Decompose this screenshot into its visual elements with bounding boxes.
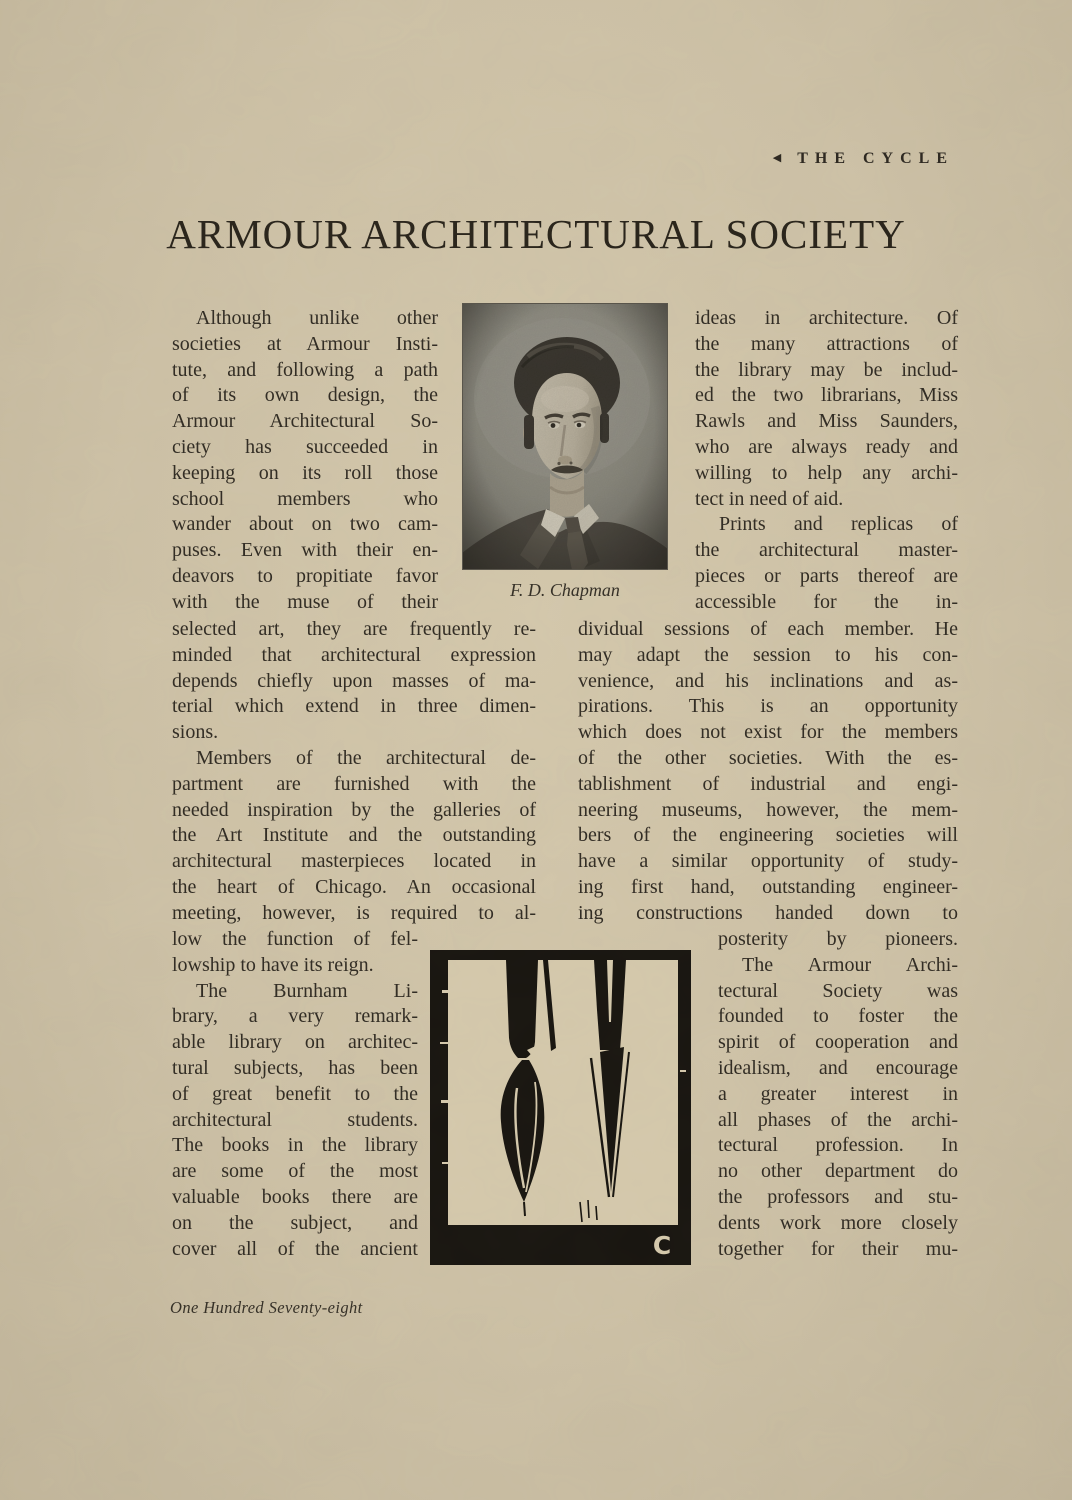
article-text-left-bottom — [172, 927, 418, 1262]
text-line: tute, and following a path — [172, 358, 438, 381]
text-line: dents work more closely — [718, 1211, 958, 1234]
text-line: Although unlike other — [196, 307, 438, 329]
text-line: the Art Institute and the outstanding — [172, 824, 536, 847]
text-line: with the muse of their — [172, 590, 438, 613]
text-line: tectural Society was — [718, 979, 958, 1002]
paragraph — [695, 512, 958, 615]
text-line: minded that architectural expression — [172, 643, 536, 666]
artist-signature: C — [652, 1231, 672, 1260]
text-line: Prints and replicas of — [719, 513, 958, 536]
text-line: on the subject, and — [172, 1211, 418, 1234]
text-line: of its own design, the — [172, 384, 438, 407]
text-line: depends chiefly upon masses of ma- — [172, 669, 536, 692]
text-line: Armour Architectural So- — [172, 410, 438, 433]
paragraph — [695, 306, 958, 512]
text-line: terial which extend in three dimen- — [172, 695, 536, 718]
text-line: needed inspiration by the galleries of — [172, 798, 536, 821]
text-line: puses. Even with their en- — [172, 539, 438, 562]
text-line: The books in the library — [172, 1134, 418, 1157]
text-line: sions. — [172, 721, 219, 744]
text-line: pieces or parts thereof are — [695, 564, 958, 587]
text-line: valuable books there are — [172, 1185, 418, 1208]
text-line: The Armour Archi- — [742, 953, 958, 976]
paragraph — [172, 617, 536, 746]
paragraph — [718, 927, 958, 953]
text-line: founded to foster the — [718, 1005, 958, 1028]
text-line: no other department do — [718, 1160, 958, 1183]
woodcut-illustration-image — [430, 950, 691, 1265]
article-text-right-bottom — [718, 927, 958, 1262]
paragraph — [172, 306, 438, 616]
article-text-right-top — [695, 306, 958, 616]
text-line: lowship to have its reign. — [172, 953, 374, 976]
text-line: a greater interest in — [718, 1082, 958, 1105]
text-line: venience, and his inclinations and as- — [578, 669, 958, 692]
text-line: of the other societies. With the es- — [578, 746, 958, 769]
text-line: have a similar opportunity of study- — [578, 850, 958, 873]
page-title: ARMOUR ARCHITECTURAL SOCIETY — [166, 211, 906, 257]
text-line: the many attractions of — [695, 332, 958, 355]
text-line: societies at Armour Insti- — [172, 332, 438, 355]
text-line: who are always ready and — [695, 435, 958, 458]
text-line: architectural students. — [172, 1108, 418, 1131]
article-text-right-middle — [578, 617, 958, 927]
text-line: accessible for the in- — [695, 590, 958, 613]
paragraph — [172, 927, 418, 979]
left-arrow-marker-icon: ◀ — [772, 152, 782, 164]
text-line: cover all of the ancient — [172, 1237, 418, 1260]
text-line: together for their mu- — [718, 1237, 958, 1260]
photo-caption: F. D. Chapman — [510, 580, 620, 600]
text-line: bers of the engineering societies will — [578, 824, 958, 847]
portrait-photo-image — [462, 303, 668, 570]
text-line: ing first hand, outstanding engineer- — [578, 875, 958, 898]
paragraph — [172, 979, 418, 1263]
text-line: ideas in architecture. Of — [695, 307, 958, 329]
text-line: selected art, they are frequently re- — [172, 618, 536, 640]
text-line: ing constructions handed down to — [578, 901, 958, 924]
text-line: able library on architec- — [172, 1031, 418, 1054]
text-line: school members who — [172, 487, 438, 510]
text-line: brary, a very remark- — [172, 1005, 418, 1028]
running-head-title: THE CYCLE — [797, 150, 954, 167]
text-line: pirations. This is an opportunity — [578, 695, 958, 718]
text-line: the library may be includ- — [695, 358, 958, 381]
left-pen-shape — [506, 960, 538, 1058]
text-line: idealism, and encourage — [718, 1056, 958, 1079]
text-line: are some of the most — [172, 1160, 418, 1183]
text-line: which does not exist for the members — [578, 721, 958, 744]
text-line: ed the two librarians, Miss — [695, 384, 958, 407]
text-line: spirit of cooperation and — [718, 1031, 958, 1054]
text-line: may adapt the session to his con- — [578, 643, 958, 666]
text-line: partment are furnished with the — [172, 772, 536, 795]
page-number-label: One Hundred Seventy-eight — [170, 1298, 363, 1317]
text-line: The Burnham Li- — [196, 979, 418, 1002]
text-line: tural subjects, has been — [172, 1056, 418, 1079]
article-text-left-top — [172, 306, 438, 616]
text-line: meeting, however, is required to al- — [172, 901, 536, 924]
text-line: tectural profession. In — [718, 1134, 958, 1157]
text-line: Members of the architectural de- — [196, 746, 536, 769]
text-line: the heart of Chicago. An occasional — [172, 875, 536, 898]
paragraph — [718, 953, 958, 1263]
text-line: keeping on its roll those — [172, 461, 438, 484]
text-line: the professors and stu- — [718, 1185, 958, 1208]
portrait-photo — [462, 303, 668, 570]
text-line: dividual sessions of each member. He — [578, 618, 958, 640]
text-line: low the function of fel- — [172, 928, 418, 950]
paragraph — [578, 617, 958, 927]
text-line: all phases of the archi- — [718, 1108, 958, 1131]
text-line: posterity by pioneers. — [718, 928, 958, 950]
text-line: of great benefit to the — [172, 1082, 418, 1105]
text-line: deavors to propitiate favor — [172, 564, 438, 587]
running-head — [773, 150, 954, 168]
text-line: willing to help any archi- — [695, 461, 958, 484]
paragraph — [172, 746, 536, 927]
text-line: the architectural master- — [695, 539, 958, 562]
text-line: architectural masterpieces located in — [172, 850, 536, 873]
text-line: Rawls and Miss Saunders, — [695, 410, 958, 433]
text-line: tablishment of industrial and engi- — [578, 772, 958, 795]
text-line: ciety has succeeded in — [172, 435, 438, 458]
text-line: neering museums, however, the mem- — [578, 798, 958, 821]
woodcut-illustration — [430, 950, 691, 1265]
text-line: wander about on two cam- — [172, 513, 438, 536]
text-line: tect in need of aid. — [695, 487, 844, 510]
article-text-left-middle — [172, 617, 536, 927]
